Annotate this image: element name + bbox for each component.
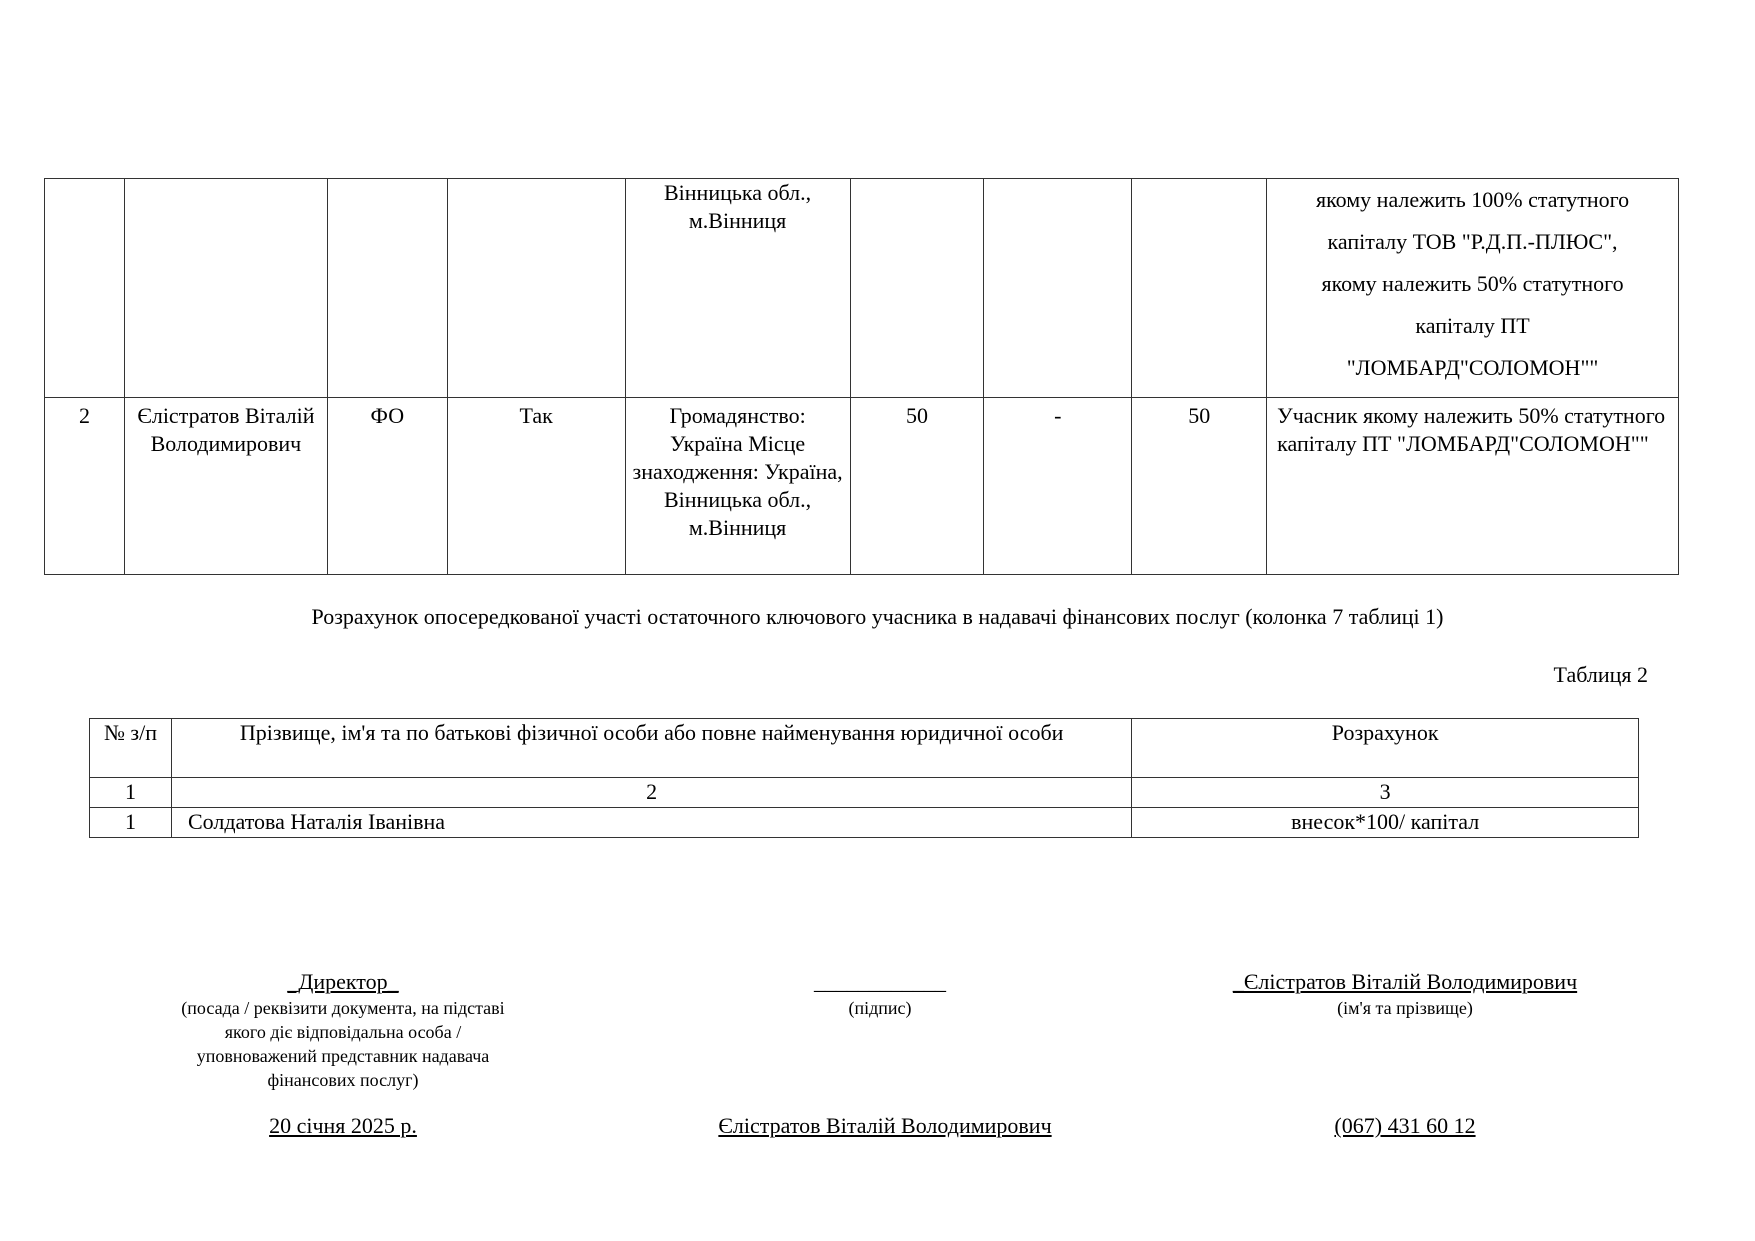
calculation-table	[89, 718, 1639, 838]
location-cell: Громадянство: Україна Місце знаходження: Україна, Вінницька обл., м.Вінниця	[625, 398, 850, 575]
column-header: № з/п	[90, 719, 172, 778]
column-header: Прізвище, ім'я та по батькові фізичної особи або повне найменування юридичної особи	[171, 719, 1131, 778]
table-row	[90, 808, 1639, 838]
column-number: 3	[1132, 778, 1639, 808]
column-number-row	[90, 778, 1639, 808]
position-block	[168, 968, 518, 1092]
note-line: якому належить 50% статутного	[1321, 271, 1624, 296]
signer-name: _Єлістратов Віталій Володимирович	[1232, 969, 1578, 994]
table-header-row	[90, 719, 1639, 778]
table2-caption: Розрахунок опосередкованої участі остаточного ключового учасника в надавачі фінансових послуг (колонка 7 таблиці 1)	[311, 604, 1444, 629]
indirect-share-cell: -	[984, 398, 1132, 575]
signature-line: ____________	[814, 969, 946, 994]
table-row	[45, 179, 1679, 398]
table2-label: Таблиця 2	[1553, 662, 1648, 687]
note-line: якому належить 100% статутного	[1315, 187, 1630, 212]
table-cell	[984, 179, 1132, 398]
document-date: 20 січня 2025 р.	[269, 1113, 417, 1138]
location-cell: Вінницька обл., м.Вінниця	[625, 179, 850, 398]
person-name-cell: Солдатова Наталія Іванівна	[171, 808, 1131, 838]
note-line: капіталу ТОВ "Р.Д.П.-ПЛЮС",	[1327, 229, 1618, 254]
table-cell	[45, 179, 125, 398]
table-cell	[1132, 179, 1267, 398]
column-number: 2	[171, 778, 1131, 808]
signature-caption: (підпис)	[848, 998, 912, 1018]
note-line: "ЛОМБАРД"СОЛОМОН""	[1346, 355, 1599, 380]
name-caption: (ім'я та прізвище)	[1337, 998, 1473, 1018]
note-cell	[1267, 179, 1679, 398]
key-participant-cell: Так	[447, 398, 625, 575]
column-number: 1	[90, 778, 172, 808]
table-cell	[124, 179, 327, 398]
note-cell: Учасник якому належить 50% статутного капіталу ПТ "ЛОМБАРД"СОЛОМОН""	[1267, 398, 1679, 575]
executor-name: Єлістратов Віталій Володимирович	[718, 1113, 1052, 1138]
position-title: _Директор_	[287, 969, 399, 994]
signature-block	[780, 968, 980, 1020]
column-header: Розрахунок	[1132, 719, 1639, 778]
row-number-cell: 1	[90, 808, 172, 838]
table-row	[45, 398, 1679, 575]
participants-table	[44, 178, 1679, 575]
row-number-cell: 2	[45, 398, 125, 575]
note-line: капіталу ПТ	[1415, 313, 1530, 338]
name-block	[1180, 968, 1630, 1020]
table-cell	[850, 179, 984, 398]
participant-name-cell: Єлістратов Віталій Володимирович	[124, 398, 327, 575]
direct-share-cell: 50	[850, 398, 984, 575]
table-cell	[447, 179, 625, 398]
table-cell	[327, 179, 447, 398]
position-caption: (посада / реквізити документа, на підставі якого діє відповідальна особа / уповноважений представник надавача фінансових послуг)	[181, 998, 505, 1090]
calculation-cell: внесок*100/ капітал	[1132, 808, 1639, 838]
contact-phone: (067) 431 60 12	[1334, 1113, 1476, 1138]
total-share-cell: 50	[1132, 398, 1267, 575]
participant-type-cell: ФО	[327, 398, 447, 575]
